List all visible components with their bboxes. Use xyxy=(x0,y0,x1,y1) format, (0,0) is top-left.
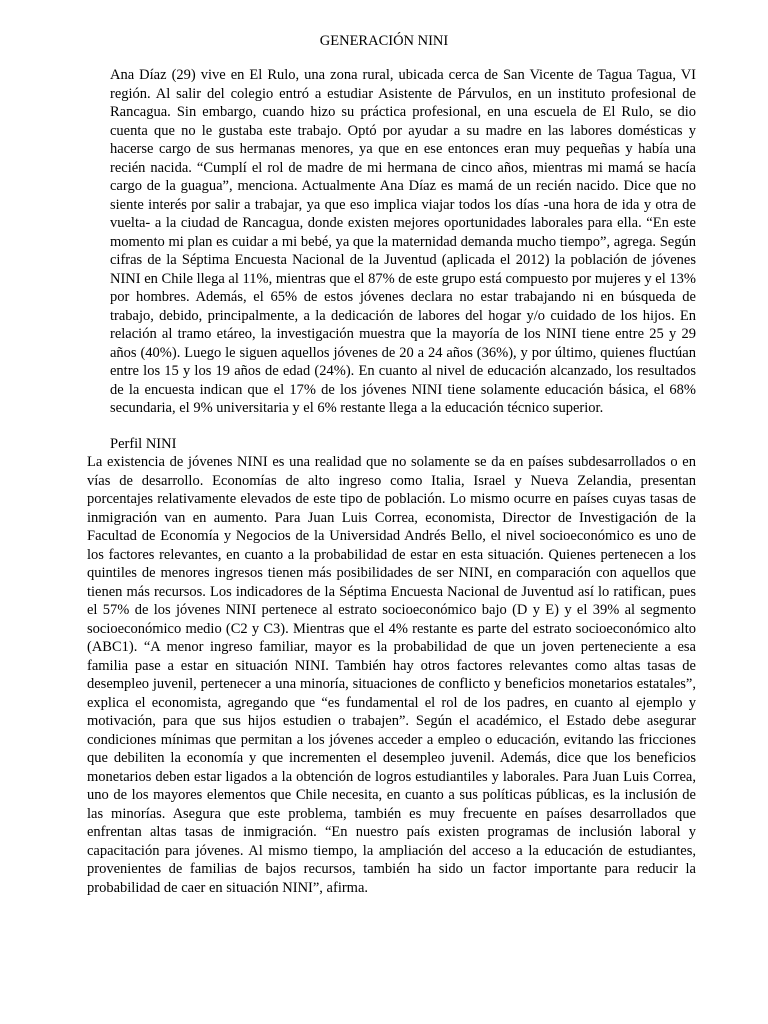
intro-paragraph: Ana Díaz (29) vive en El Rulo, una zona rural, ubicada cerca de San Vicente de Tagua Tagua, VI región. Al salir del colegio entró a estudiar Asistente de Párvulos, en un instituto profesional de Rancagua. Sin embargo, cuando hizo su práctica profesional, en una escuela de El Rulo, se dio cuenta que no le gustaba este trabajo. Optó por ayudar a su madre en las labores domésticas y hacerse cargo de sus hermanas menores, ya que en ese entonces eran muy pequeñas y había una recién nacida. “Cumplí el rol de madre de mi hermana de cinco años, mientras mi mamá se hacía cargo de la guagua”, menciona. Actualmente Ana Díaz es mamá de un recién nacido. Dice que no siente interés por salir a trabajar, ya que eso implica viajar todos los días -una hora de ida y otra de vuelta- a la ciudad de Rancagua, donde existen mejores oportunidades laborales para ella. “En este momento mi plan es cuidar a mi bebé, ya que la maternidad demanda mucho tiempo”, agrega. Según cifras de la Séptima Encuesta Nacional de la Juventud (aplicada el 2012) la población de jóvenes NINI en Chile llega al 11%, mientras que el 87% de este grupo está compuesto por mujeres y el 13% por hombres. Además, el 65% de estos jóvenes declara no estar trabajando ni en búsqueda de trabajo, debido, principalmente, a la dedicación de labores del hogar y/o cuidado de los hijos. En relación al tramo etáreo, la investigación muestra que la mayoría de los NINI tiene entre 25 y 29 años (40%). Luego le siguen aquellos jóvenes de 20 a 24 años (36%), y por último, quienes fluctúan entre los 15 y los 19 años de edad (24%). En cuanto al nivel de educación alcanzado, los resultados de la encuesta indican que el 17% de los jóvenes NINI tiene solamente educación básica, el 68% secundaria, el 9% universitaria y el 6% restante llega a la educación técnico superior. xyxy=(110,67,696,416)
section-heading-perfil: Perfil NINI xyxy=(110,436,177,452)
document-title: GENERACIÓN NINI xyxy=(319,33,449,49)
profile-paragraph: La existencia de jóvenes NINI es una realidad que no solamente se da en países subdesarrollados o en vías de desarrollo. Economías de alto ingreso como Italia, Israel y Nueva Zelandia, presentan porcentajes relativamente elevados de este tipo de población. Lo mismo ocurre en países cuyas tasas de inmigración van en aumento. Para Juan Luis Correa, economista, Director de Investigación de la Facultad de Economía y Negocios de la Universidad Andrés Bello, el nivel socioeconómico es uno de los factores relevantes, en cuanto a la probabilidad de estar en esta situación. Quienes pertenecen a los quintiles de menores ingresos tienen más posibilidades de ser NINI, en comparación con aquellos que tienen más recursos. Los indicadores de la Séptima Encuesta Nacional de Juventud así lo ratifican, pues el 57% de los jóvenes NINI pertenece al estrato socioeconómico bajo (D y E) y el 39% al segmento socioeconómico medio (C2 y C3). Mientras que el 4% restante es parte del estrato socioeconómico alto (ABC1). “A menor ingreso familiar, mayor es la probabilidad de que un joven perteneciente a esa familia pase a estar en situación NINI. También hay otros factores relevantes como altas tasas de desempleo juvenil, pertenecer a una minoría, situaciones de conflicto y beneficios monetarios estatales”, explica el economista, agregando que “es fundamental el rol de los padres, en cuanto al ejemplo y motivación, para que sus hijos estudien o trabajen”. Según el académico, el Estado debe asegurar condiciones mínimas que permitan a los jóvenes acceder a empleo o educación, evitando las fricciones que debiliten la economía y que incrementen el desempleo juvenil. Además, dice que los beneficios monetarios deben estar ligados a la obtención de logros estudiantiles y laborales. Para Juan Luis Correa, uno de los mayores elementos que Chile necesita, en cuanto a sus políticas públicas, es la inclusión de las minorías. Asegura que este problema, también es muy frecuente en países desarrollados que enfrentan altas tasas de inmigración. “En nuestro país existen programas de inclusión laboral y capacitación para jóvenes. Al mismo tiempo, la ampliación del acceso a la educación de estudiantes, provenientes de familias de bajos recursos, también ha sido un factor importante para reducir la probabilidad de caer en situación NINI”, afirma. xyxy=(87,454,696,896)
